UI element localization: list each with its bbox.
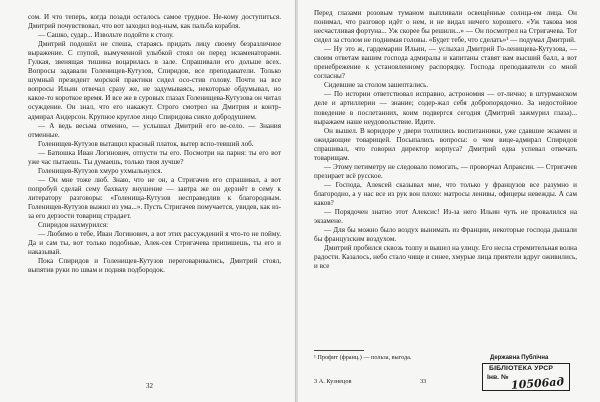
paragraph: Спиридов нахмурился: — [38, 221, 109, 230]
stamp-inventory-number: 10506ад — [510, 375, 565, 392]
paragraph: Пока Спиридов и Голенищев-Кутузов переговаривались, Дмитрий стоял, выпятив руки по швам и подняв подбородок. — [28, 257, 281, 275]
library-stamp — [480, 355, 572, 395]
paragraph: Дмитрий пробился сквозь толпу и вышел на улицу. Его несла стремительная волна радости. Казалось, небо стало чище и синее, хмурые лица приятели вдруг оживились, и все — [314, 244, 577, 271]
left-page-text — [28, 13, 281, 275]
left-page-number: 32 — [146, 382, 153, 390]
paragraph: — Ну это ж, гардемарин Ильин, — услыхал Дмитрий Го-ленищева-Кутузова, — своим ответам вашим господа адмиралы и капитаны ставят вам высший балл, а вот пренебрежение к установленному распорядку. Господа преподаватели со мной согласны? — [314, 45, 577, 81]
paragraph: Он вышел. В коридоре у двери толпились воспитанники, уже сдавшие экзамен и ожидающие товарищей. Посыпались вопросы: о чем вице-адмирал Спиридов спрашивал, что говорил директор корпуса? Дмитрий едва успевал отвечать товарищам. — [314, 126, 577, 162]
paragraph: — Порядочен знатно этот Алексис! Из-за него Ильин чуть не провалился на экзамене. — [314, 208, 577, 226]
footnote-divider — [314, 350, 364, 351]
paragraph: Сидевшие за столом зашептались. — [324, 81, 429, 90]
stamp-library-name: Державна Публічна — [490, 355, 549, 361]
paragraph: — Любимо в тебе, Иван Логинович, а вот этих рассуждений я что-то не пойму. Да и сам ты, вот только подобные, Алек-сея Стригачева припишешь, ты его и наказывай. — [28, 230, 281, 257]
printer-signature: 3 А. Кузнецов — [314, 378, 352, 385]
paragraph: — Для бы можно было воздух вынимать из Франции, некоторые господа дышали бы французским воздухом. — [314, 226, 577, 244]
paragraph: Перед глазами розовым туманом выпливали освещённые солнца-ем лица. Он понимал, что разговор идёт о нем, и не видал ничего хорошего. «Уж такова моя несчастливая фортуна... Уж скорее бы решили...» — Он посмотрел на Стригачева. Тот сидел за столом не поднимая головы. «Будет тебе, что сделать»¹ — подумал Дмитрий. — [314, 9, 577, 45]
paragraph: — Батюшка Иван Логинович, отпусти ты его. Посмотри на парня: ты его вот уже час пытаешь. Ты думаешь, только твоя лучше? — [28, 148, 281, 166]
stamp-inventory-label: Інв. № — [487, 374, 509, 381]
paragraph: Голенищев-Кутузов вытащил красный платок, вытер вспо-тевший лоб. — [38, 139, 254, 148]
paragraph: сом. И что теперь, когда позади осталось самое трудное. Не-кому доступиться. Дмитрий почувствовал, что вот заходил вод-ным, как пальба корабля. — [28, 13, 281, 31]
right-page-number: 33 — [420, 378, 427, 385]
right-page — [298, 0, 600, 402]
paragraph: — Он мне тоже люб. Знаю, что не он, а Стригачев его спрашивал, а вот попробуй сделай сему бахвалу внушение — завтра же он дерзнёт в сему к литератору разговоры: «Голенища-Кутузов несправедлив к благородным. Голенищев-Кутузов выжил из ума...». Пусть Стригачев помучается, увидев, как из-за его дерзости товарищ страдает. — [28, 175, 281, 221]
paragraph: — Этому петиметру не следовало помогать, — проворчал Апраксин. — Стригачев презирает всё русское. — [314, 162, 577, 180]
stamp-library-title: БІБЛІОТЕКА УРСР — [489, 365, 554, 372]
left-page — [0, 0, 296, 402]
footnote: ¹ Профит (франц.) — польза, выгода. — [314, 354, 412, 361]
paragraph: Дмитрий подошёл не спеша, стараясь придать лицу своему безразличное выражение. С глупой, вымученной улыбкой стоял он перед экзаменаторами. Гулкая, звенящая тишина воцарилась в зале. Спрашивали его дольше всех. Вопросы задавали Голенищев-Кутузов, Спиридов, все преподаватели. Только шумный президент морской практики сидел осо-стив голову. Почти на все вопросы Ильин отвечал сразу же, не задумываясь, некоторые обдумывал, но какое-то короткое время. И все же в суровых глазах Голенищева-Кутузова он читал осуждение. Он знал, что его накажут. Строго смотрел на Дмитрия и контр-адмирал Андерсон. Крупное круглое лицо Спиридова сияло добродушием. — [28, 40, 281, 121]
paragraph: — По истории ответствовал исправно, астрономия — от-лично; в штурманском деле и артиллерии — знание; содер-жал себя добропорядочно. За недостойное поведение в послетанних, коим подвергся сегодня (Дмитрий зажмурил глаза)... выражаем наше неудовольствие. Идите. — [314, 90, 577, 126]
paragraph: Голенищев-Кутузов хмуро ухмыльнулся. — [38, 166, 163, 175]
paragraph: — Господа, Алексей сказывал мне, что только у французов все разумно и благородно, а у нас все из рук вон плохо: матросы ленивы, офицеры невежды. А сам каков? — [314, 180, 577, 207]
right-page-text — [314, 9, 577, 271]
paragraph: — Сашко, судар... Извольте подойти к столу. — [38, 31, 174, 40]
paragraph: — А ведь весьма отменно, — услышал Дмитрий его ве-село. — Знания отменные. — [28, 121, 281, 139]
stamp-frame — [482, 363, 570, 391]
